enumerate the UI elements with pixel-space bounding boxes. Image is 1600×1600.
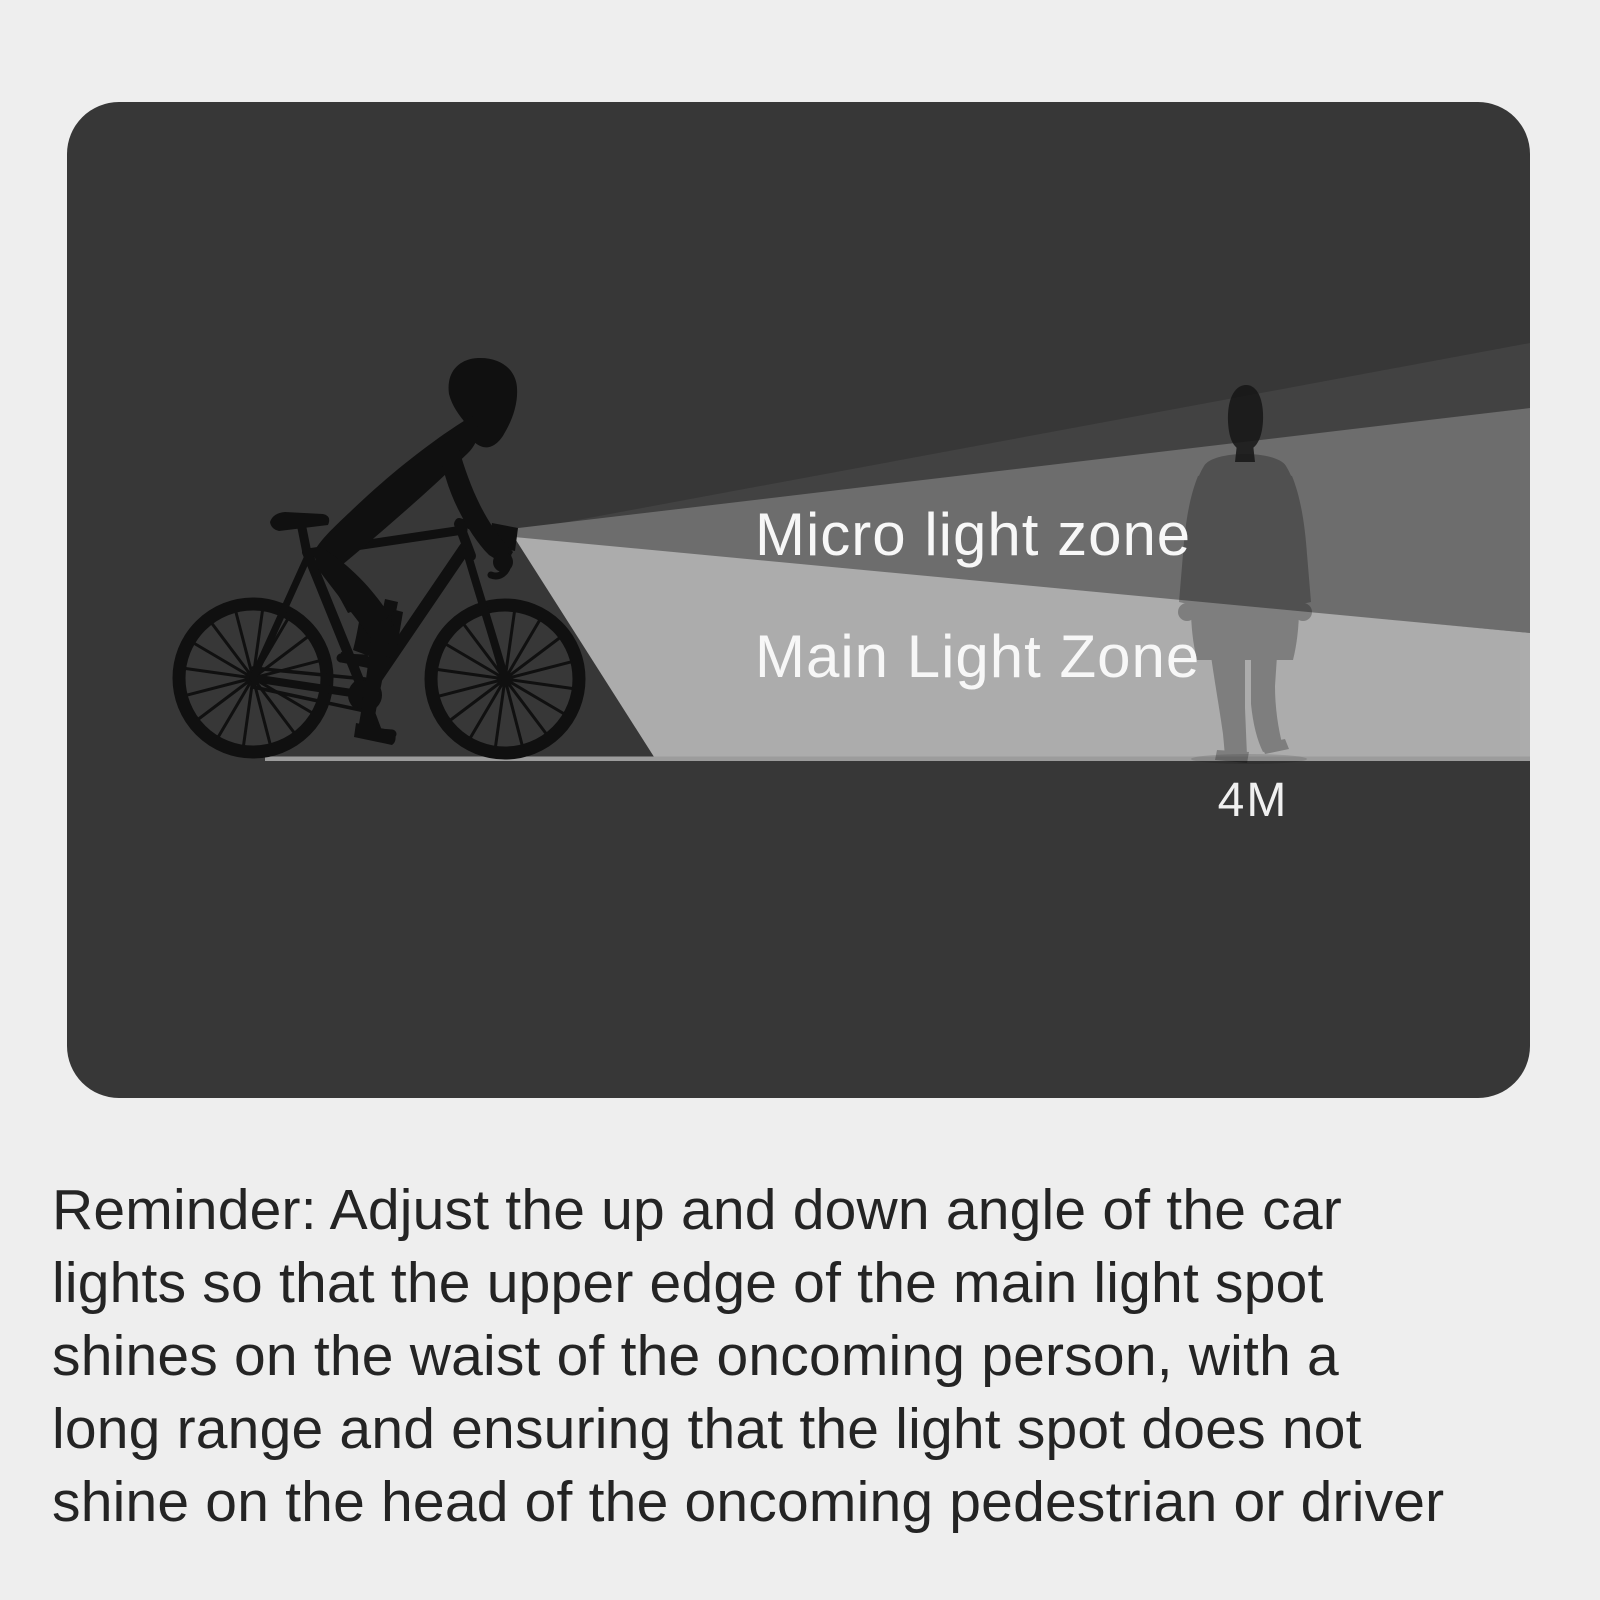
pedestrian-shadow (1191, 754, 1307, 764)
distance-label: 4M (1217, 774, 1289, 827)
reminder-line: Reminder: Adjust the up and down angle of the car (52, 1178, 1342, 1242)
pedestrian-hips (1191, 570, 1299, 660)
rider-hand (493, 552, 513, 572)
micro-zone-label: Micro light zone (755, 501, 1192, 568)
reminder-line: long range and ensuring that the light spot does not (52, 1397, 1362, 1461)
reminder-line: shines on the waist of the oncoming person, with a (52, 1324, 1339, 1388)
ground-line (265, 757, 1530, 762)
beam-diagram (67, 102, 1530, 1098)
reminder-line: lights so that the upper edge of the main light spot (52, 1251, 1324, 1315)
reminder-line: shine on the head of the oncoming pedestrian or driver (52, 1470, 1445, 1534)
main-zone-label: Main Light Zone (755, 623, 1201, 690)
reminder-text (52, 1174, 1572, 1539)
diagram-panel (67, 102, 1530, 1098)
